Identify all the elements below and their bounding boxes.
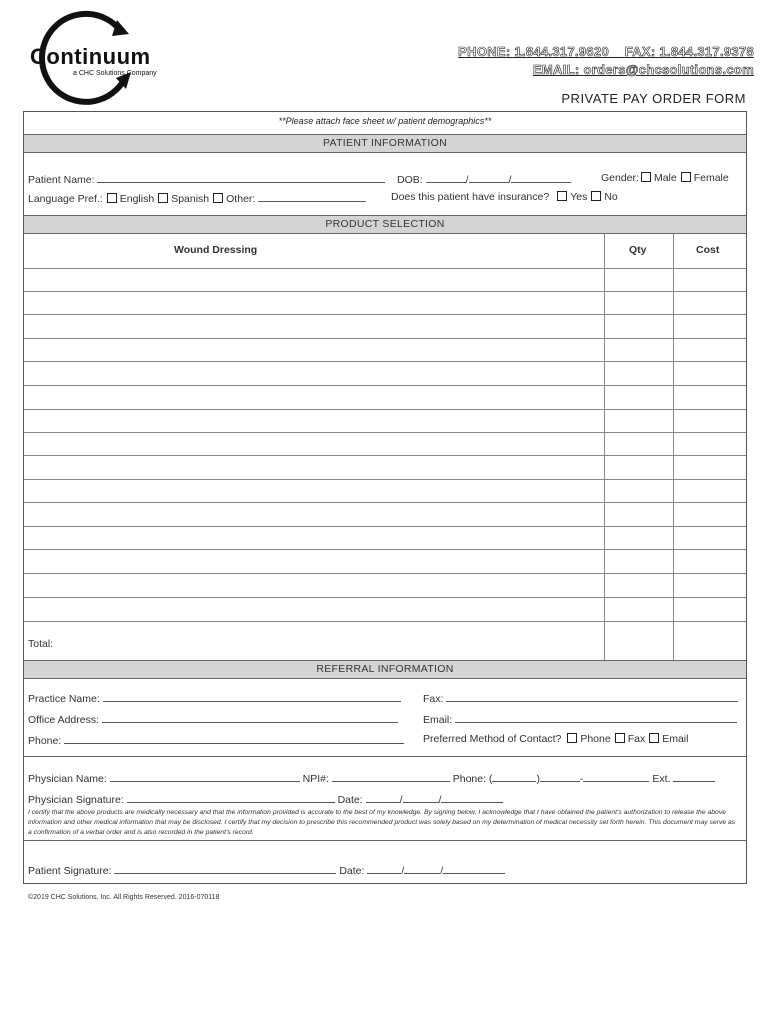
patient-signature-field[interactable]: [114, 863, 336, 874]
date-label: Date:: [337, 794, 363, 806]
product-row-line: [24, 526, 746, 527]
office-address-row: [28, 712, 398, 726]
language-row: [28, 191, 366, 205]
phone-label: PHONE:: [458, 44, 511, 59]
email-address: orders@chcsolutions.com: [583, 62, 754, 77]
opt-fax-label: Fax: [627, 733, 646, 745]
email-field[interactable]: [455, 712, 737, 723]
fax-row: [423, 691, 738, 705]
office-address-label: Office Address:: [28, 714, 100, 726]
male-checkbox[interactable]: [641, 172, 651, 182]
opt-email-label: Email: [662, 733, 689, 745]
physician-phone-label: Phone: (: [452, 773, 493, 785]
product-selection-header: PRODUCT SELECTION: [24, 215, 746, 234]
email-label: Email:: [423, 714, 453, 726]
phone-field[interactable]: [64, 733, 404, 744]
phone-label: Phone:: [28, 735, 62, 747]
patient-info-header: PATIENT INFORMATION: [24, 134, 746, 153]
attach-note: **Please attach face sheet w/ patient demographics**: [278, 116, 492, 126]
contact-email: [533, 62, 754, 77]
product-row-line: [24, 621, 746, 622]
physician-row: Physician Name: NPI#: Phone: ( ) - Ext.: [28, 771, 715, 785]
practice-name-row: [28, 691, 401, 705]
other-language-field[interactable]: [258, 191, 366, 202]
email-row: [423, 712, 737, 726]
patient-signature-label: Patient Signature:: [28, 865, 112, 877]
col-qty: Qty: [629, 244, 647, 256]
other-checkbox[interactable]: [213, 193, 223, 203]
contact-email-checkbox[interactable]: [649, 733, 659, 743]
referral-divider: [24, 756, 746, 757]
pat-date-year-field[interactable]: [443, 863, 505, 874]
product-row-line: [24, 549, 746, 550]
patient-signature-row: Patient Signature: Date: / /: [28, 863, 505, 877]
npi-field[interactable]: [332, 771, 450, 782]
patient-name-label: Patient Name:: [28, 174, 95, 186]
insurance-no-checkbox[interactable]: [591, 191, 601, 201]
product-row-line: [24, 314, 746, 315]
phone-number: 1.844.317.9620: [514, 44, 610, 59]
ext-field[interactable]: [673, 771, 715, 782]
product-row-line: [24, 573, 746, 574]
footer-copyright: ©2019 CHC Solutions, Inc. All Rights Reserved. 2016-070118: [28, 894, 220, 901]
phys-date-day-field[interactable]: [403, 792, 439, 803]
other-label: Other:: [226, 193, 256, 205]
total-label: Total:: [28, 638, 54, 650]
logo-tagline: a CHC Solutions Company: [73, 70, 157, 77]
male-label: Male: [653, 172, 677, 184]
physician-signature-field[interactable]: [127, 792, 335, 803]
fax-label: FAX:: [624, 44, 656, 59]
insurance-label: Does this patient have insurance?: [391, 191, 550, 203]
ext-label: Ext.: [652, 773, 671, 785]
npi-label: NPI#:: [302, 773, 329, 785]
female-label: Female: [693, 172, 729, 184]
patient-name-field[interactable]: [97, 172, 385, 183]
insurance-row: [391, 191, 618, 203]
product-table: [24, 234, 746, 660]
pat-date-month-field[interactable]: [367, 863, 401, 874]
opt-phone-label: Phone: [580, 733, 611, 745]
product-row-line: [24, 268, 746, 269]
product-row-line: [24, 291, 746, 292]
practice-name-label: Practice Name:: [28, 693, 100, 705]
no-label: No: [604, 191, 618, 203]
referral-info-header: REFERRAL INFORMATION: [24, 660, 746, 679]
physician-name-label: Physician Name:: [28, 773, 107, 785]
product-row-line: [24, 361, 746, 362]
product-row-line: [24, 409, 746, 410]
physician-signature-label: Physician Signature:: [28, 794, 124, 806]
certification-text: I certify that the above products are medically necessary and that the information provided is accurate to the best of my knowledge. By signing below, I acknowledge that I have obtained the patient's authorization to release the above information and other medical information that may be disclosed. I certify that my decision to prescribe this recommended product was solely based on my determination of medical necessity set forth herein. This document may serve as a confirmation of a verbal order and is also recorded in the patient's record.: [28, 809, 736, 836]
product-row-line: [24, 597, 746, 598]
col-wound-dressing: Wound Dressing: [174, 244, 258, 256]
dob-row: DOB: / /: [397, 172, 571, 186]
product-row-line: [24, 479, 746, 480]
physician-phone-line-field[interactable]: [583, 771, 649, 782]
phys-date-year-field[interactable]: [441, 792, 503, 803]
fax-label: Fax:: [423, 693, 444, 705]
product-row-line: [24, 455, 746, 456]
dob-month-field[interactable]: [426, 172, 466, 183]
fax-number: 1.844.317.9378: [659, 44, 754, 59]
gender-row: [601, 172, 729, 184]
physician-phone-area-field[interactable]: [492, 771, 536, 782]
phys-date-month-field[interactable]: [366, 792, 400, 803]
contact-phone-fax: [458, 44, 754, 59]
pat-date-day-field[interactable]: [404, 863, 440, 874]
signature-divider: [24, 840, 746, 841]
product-row-line: [24, 502, 746, 503]
practice-name-field[interactable]: [103, 691, 401, 702]
dob-label: DOB:: [397, 174, 423, 186]
physician-name-field[interactable]: [110, 771, 300, 782]
contact-phone-checkbox[interactable]: [567, 733, 577, 743]
spanish-label: Spanish: [171, 193, 210, 205]
email-label: EMAIL:: [532, 62, 580, 77]
physician-phone-prefix-field[interactable]: [540, 771, 580, 782]
contact-fax-checkbox[interactable]: [615, 733, 625, 743]
gender-label: Gender:: [601, 172, 639, 184]
product-row-line: [24, 385, 746, 386]
english-label: English: [119, 193, 155, 205]
physician-signature-row: Physician Signature: Date: / /: [28, 792, 503, 806]
product-row-line: [24, 432, 746, 433]
english-checkbox[interactable]: [107, 193, 117, 203]
insurance-yes-checkbox[interactable]: [557, 191, 567, 201]
yes-label: Yes: [570, 191, 588, 203]
date2-label: Date:: [339, 865, 365, 877]
logo-name: Continuum: [30, 44, 151, 69]
fax-field[interactable]: [446, 691, 738, 702]
phone-row: [28, 733, 404, 747]
dob-day-field[interactable]: [469, 172, 509, 183]
dob-year-field[interactable]: [511, 172, 571, 183]
preferred-contact-label: Preferred Method of Contact?: [423, 733, 562, 745]
product-row-line: [24, 338, 746, 339]
language-label: Language Pref.:: [28, 193, 103, 205]
female-checkbox[interactable]: [681, 172, 691, 182]
office-address-field[interactable]: [102, 712, 398, 723]
spanish-checkbox[interactable]: [158, 193, 168, 203]
patient-name-row: [28, 172, 385, 186]
form-title: PRIVATE PAY ORDER FORM: [561, 91, 746, 106]
col-cost: Cost: [696, 244, 720, 256]
preferred-contact-row: [423, 733, 688, 745]
